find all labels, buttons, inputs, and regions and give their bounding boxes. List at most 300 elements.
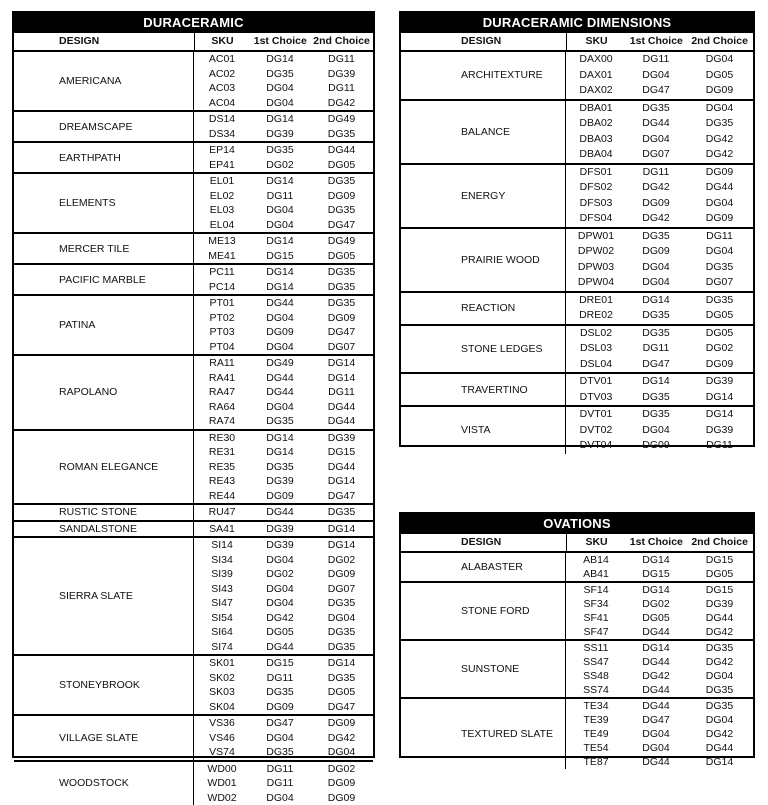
sku-cell: SI43 [193, 582, 250, 597]
design-group [401, 583, 753, 641]
second-choice-cell: DG04 [686, 101, 753, 117]
header-row [14, 33, 373, 52]
table-row [565, 180, 753, 196]
second-choice-cell: DG05 [310, 685, 373, 700]
header-design: DESIGN [401, 534, 566, 551]
second-choice-cell: DG05 [686, 68, 753, 84]
table-row [565, 567, 753, 581]
design-group [14, 174, 373, 234]
table-row [193, 656, 373, 671]
first-choice-cell: DG04 [250, 96, 310, 111]
sku-cell: DPW04 [565, 275, 626, 291]
first-choice-cell: DG14 [250, 445, 310, 460]
header-design: DESIGN [401, 33, 566, 50]
table-row [565, 101, 753, 117]
first-choice-cell: DG11 [250, 776, 310, 791]
sku-cell: DRE02 [565, 308, 626, 324]
design-name: DREAMSCAPE [14, 112, 193, 141]
first-choice-cell: DG14 [250, 280, 310, 295]
second-choice-cell: DG42 [686, 147, 753, 163]
design-group [14, 538, 373, 656]
sku-cell: AC03 [193, 81, 250, 96]
second-choice-cell: DG14 [686, 755, 753, 769]
first-choice-cell: DG47 [626, 83, 686, 99]
first-choice-cell: DG15 [626, 567, 686, 581]
table-row [193, 716, 373, 731]
sku-cell: TE39 [565, 713, 626, 727]
table-row [193, 325, 373, 340]
header-design: DESIGN [14, 33, 194, 50]
table-row [565, 438, 753, 454]
sku-cell: SI34 [193, 553, 250, 568]
sku-cell: RA11 [193, 356, 250, 371]
sku-cell: DPW01 [565, 229, 626, 245]
design-group [14, 143, 373, 174]
table-row [565, 699, 753, 713]
sku-cell: TE34 [565, 699, 626, 713]
sku-cell: SK02 [193, 671, 250, 686]
first-choice-cell: DG04 [626, 68, 686, 84]
sku-cell: ME41 [193, 249, 250, 264]
table-row [193, 538, 373, 553]
first-choice-cell: DG04 [626, 260, 686, 276]
table-row [193, 776, 373, 791]
first-choice-cell: DG11 [250, 189, 310, 204]
design-name: SANDALSTONE [14, 522, 193, 537]
second-choice-cell: DG44 [310, 414, 373, 429]
second-choice-cell: DG05 [310, 158, 373, 173]
second-choice-cell: DG44 [686, 741, 753, 755]
table-row [193, 158, 373, 173]
ovations-table [399, 512, 755, 758]
first-choice-cell: DG42 [626, 180, 686, 196]
first-choice-cell: DG02 [250, 158, 310, 173]
sku-cell: DVT01 [565, 407, 626, 423]
sku-cell: SS47 [565, 655, 626, 669]
sku-cell: PT03 [193, 325, 250, 340]
design-name: ALABASTER [401, 553, 565, 581]
sku-cell: DPW02 [565, 244, 626, 260]
first-choice-cell: DG47 [250, 716, 310, 731]
design-group [401, 165, 753, 229]
sku-cell: TE54 [565, 741, 626, 755]
table-row [193, 700, 373, 715]
design-group [401, 641, 753, 699]
second-choice-cell: DG44 [310, 143, 373, 158]
table-row [565, 727, 753, 741]
table-row [193, 505, 373, 520]
sku-cell: SF34 [565, 597, 626, 611]
sku-cell: PT01 [193, 296, 250, 311]
table-row [565, 755, 753, 769]
table-row [193, 460, 373, 475]
second-choice-cell: DG35 [310, 174, 373, 189]
first-choice-cell: DG14 [250, 174, 310, 189]
first-choice-cell: DG14 [250, 52, 310, 67]
first-choice-cell: DG44 [250, 371, 310, 386]
sku-cell: EL02 [193, 189, 250, 204]
design-group [14, 505, 373, 522]
second-choice-cell: DG35 [310, 596, 373, 611]
sku-cell: RE35 [193, 460, 250, 475]
second-choice-cell: DG42 [686, 625, 753, 639]
first-choice-cell: DG14 [250, 234, 310, 249]
table-row [565, 83, 753, 99]
table-row [565, 683, 753, 697]
design-name: ENERGY [401, 165, 565, 227]
table-row [193, 431, 373, 446]
table-row [193, 52, 373, 67]
first-choice-cell: DG09 [250, 700, 310, 715]
header-first-choice: 1st Choice [626, 534, 686, 551]
second-choice-cell: DG35 [310, 505, 373, 520]
first-choice-cell: DG04 [250, 582, 310, 597]
second-choice-cell: DG04 [686, 52, 753, 68]
sku-cell: SK03 [193, 685, 250, 700]
design-name: SUNSTONE [401, 641, 565, 697]
table-row [565, 341, 753, 357]
design-name: ELEMENTS [14, 174, 193, 232]
second-choice-cell: DG35 [686, 260, 753, 276]
sku-cell: PC11 [193, 265, 250, 280]
first-choice-cell: DG44 [626, 116, 686, 132]
second-choice-cell: DG42 [310, 731, 373, 746]
sku-cell: RA41 [193, 371, 250, 386]
table-row [193, 671, 373, 686]
second-choice-cell: DG39 [310, 431, 373, 446]
sku-cell: SF41 [565, 611, 626, 625]
table-row [193, 474, 373, 489]
first-choice-cell: DG14 [626, 583, 686, 597]
design-group [401, 374, 753, 407]
header-second-choice: 2nd Choice [310, 33, 373, 50]
first-choice-cell: DG04 [626, 741, 686, 755]
second-choice-cell: DG35 [310, 280, 373, 295]
second-choice-cell: DG42 [686, 132, 753, 148]
sku-cell: DPW03 [565, 260, 626, 276]
first-choice-cell: DG04 [626, 423, 686, 439]
second-choice-cell: DG35 [310, 127, 373, 142]
table-row [193, 685, 373, 700]
first-choice-cell: DG15 [250, 656, 310, 671]
first-choice-cell: DG04 [250, 596, 310, 611]
sku-cell: DTV01 [565, 374, 626, 390]
table-row [193, 522, 373, 537]
sku-cell: AB14 [565, 553, 626, 567]
table-row [565, 583, 753, 597]
table-row [565, 211, 753, 227]
duraceramic-dimensions-table [399, 11, 755, 447]
first-choice-cell: DG04 [626, 275, 686, 291]
sku-cell: RE43 [193, 474, 250, 489]
table-row [193, 762, 373, 777]
table-row [193, 731, 373, 746]
first-choice-cell: DG04 [250, 81, 310, 96]
table-row [565, 147, 753, 163]
second-choice-cell: DG05 [310, 249, 373, 264]
design-name: PACIFIC MARBLE [14, 265, 193, 294]
first-choice-cell: DG09 [626, 438, 686, 454]
second-choice-cell: DG47 [310, 489, 373, 504]
table-row [193, 234, 373, 249]
second-choice-cell: DG35 [310, 671, 373, 686]
first-choice-cell: DG39 [250, 474, 310, 489]
sku-cell: DFS02 [565, 180, 626, 196]
design-name: PRAIRIE WOOD [401, 229, 565, 291]
second-choice-cell: DG44 [310, 460, 373, 475]
table-row [565, 196, 753, 212]
sku-cell: DTV03 [565, 390, 626, 406]
sku-cell: DSL03 [565, 341, 626, 357]
table-row [565, 308, 753, 324]
sku-cell: AC02 [193, 67, 250, 82]
design-group [401, 699, 753, 769]
table-row [565, 68, 753, 84]
table-row [565, 407, 753, 423]
first-choice-cell: DG35 [626, 101, 686, 117]
table-row [565, 244, 753, 260]
table-row [565, 275, 753, 291]
second-choice-cell: DG14 [686, 407, 753, 423]
table-row [565, 293, 753, 309]
second-choice-cell: DG09 [686, 211, 753, 227]
table-row [193, 340, 373, 355]
sku-cell: TE87 [565, 755, 626, 769]
design-name: TRAVERTINO [401, 374, 565, 405]
table-row [193, 218, 373, 233]
table-row [193, 414, 373, 429]
table-row [565, 229, 753, 245]
first-choice-cell: DG44 [626, 699, 686, 713]
header-second-choice: 2nd Choice [686, 33, 753, 50]
sku-cell: SI64 [193, 625, 250, 640]
sku-cell: VS46 [193, 731, 250, 746]
table-body [14, 52, 373, 805]
first-choice-cell: DG35 [250, 414, 310, 429]
first-choice-cell: DG14 [250, 265, 310, 280]
design-group [14, 431, 373, 506]
sku-cell: DBA03 [565, 132, 626, 148]
sku-cell: SI14 [193, 538, 250, 553]
table-row [565, 713, 753, 727]
design-name: RUSTIC STONE [14, 505, 193, 520]
first-choice-cell: DG11 [250, 671, 310, 686]
second-choice-cell: DG39 [310, 67, 373, 82]
first-choice-cell: DG35 [250, 460, 310, 475]
first-choice-cell: DG04 [250, 203, 310, 218]
first-choice-cell: DG04 [250, 340, 310, 355]
sku-cell: RA47 [193, 385, 250, 400]
sku-cell: DSL04 [565, 357, 626, 373]
second-choice-cell: DG09 [310, 716, 373, 731]
first-choice-cell: DG47 [626, 713, 686, 727]
second-choice-cell: DG09 [310, 189, 373, 204]
sku-cell: RE31 [193, 445, 250, 460]
second-choice-cell: DG35 [686, 641, 753, 655]
first-choice-cell: DG05 [250, 625, 310, 640]
design-group [401, 229, 753, 293]
sku-cell: RE30 [193, 431, 250, 446]
second-choice-cell: DG09 [310, 311, 373, 326]
sku-cell: DVT04 [565, 438, 626, 454]
first-choice-cell: DG44 [626, 655, 686, 669]
second-choice-cell: DG44 [686, 611, 753, 625]
second-choice-cell: DG11 [310, 81, 373, 96]
header-row [401, 33, 753, 52]
second-choice-cell: DG04 [686, 196, 753, 212]
table-row [193, 385, 373, 400]
table-body [401, 52, 753, 454]
design-name: STONEYBROOK [14, 656, 193, 714]
second-choice-cell: DG02 [686, 341, 753, 357]
first-choice-cell: DG35 [626, 326, 686, 342]
second-choice-cell: DG47 [310, 218, 373, 233]
sku-cell: VS74 [193, 745, 250, 760]
table-row [193, 203, 373, 218]
sku-cell: SK01 [193, 656, 250, 671]
design-group [401, 553, 753, 583]
table-row [565, 553, 753, 567]
sku-cell: PC14 [193, 280, 250, 295]
table-row [193, 640, 373, 655]
sku-cell: SI39 [193, 567, 250, 582]
first-choice-cell: DG44 [250, 505, 310, 520]
sku-cell: SS74 [565, 683, 626, 697]
second-choice-cell: DG35 [686, 699, 753, 713]
second-choice-cell: DG09 [686, 165, 753, 181]
sku-cell: SS48 [565, 669, 626, 683]
table-row [565, 357, 753, 373]
first-choice-cell: DG35 [626, 229, 686, 245]
first-choice-cell: DG11 [626, 341, 686, 357]
first-choice-cell: DG09 [250, 325, 310, 340]
first-choice-cell: DG35 [250, 685, 310, 700]
second-choice-cell: DG39 [686, 423, 753, 439]
design-group [14, 296, 373, 356]
table-row [193, 249, 373, 264]
second-choice-cell: DG04 [310, 611, 373, 626]
second-choice-cell: DG15 [686, 553, 753, 567]
design-group [14, 265, 373, 296]
sku-cell: EL04 [193, 218, 250, 233]
sku-cell: RA74 [193, 414, 250, 429]
table-title: DURACERAMIC DIMENSIONS [401, 13, 753, 33]
sku-cell: VS36 [193, 716, 250, 731]
first-choice-cell: DG09 [626, 244, 686, 260]
table-row [193, 311, 373, 326]
second-choice-cell: DG47 [310, 325, 373, 340]
first-choice-cell: DG44 [250, 640, 310, 655]
second-choice-cell: DG15 [686, 583, 753, 597]
table-title: DURACERAMIC [14, 13, 373, 33]
second-choice-cell: DG04 [686, 244, 753, 260]
sku-cell: SI74 [193, 640, 250, 655]
first-choice-cell: DG11 [250, 762, 310, 777]
table-row [193, 745, 373, 760]
first-choice-cell: DG35 [626, 407, 686, 423]
sku-cell: WD01 [193, 776, 250, 791]
second-choice-cell: DG07 [310, 340, 373, 355]
table-row [565, 597, 753, 611]
design-name: BALANCE [401, 101, 565, 163]
design-group [401, 52, 753, 101]
sku-cell: AB41 [565, 567, 626, 581]
table-row [565, 423, 753, 439]
second-choice-cell: DG42 [686, 655, 753, 669]
sku-cell: DAX01 [565, 68, 626, 84]
sku-cell: SA41 [193, 522, 250, 537]
design-name: RAPOLANO [14, 356, 193, 429]
second-choice-cell: DG04 [310, 745, 373, 760]
sku-cell: EL01 [193, 174, 250, 189]
design-group [401, 326, 753, 375]
design-name: VILLAGE SLATE [14, 716, 193, 760]
first-choice-cell: DG02 [626, 597, 686, 611]
table-row [193, 596, 373, 611]
first-choice-cell: DG42 [626, 669, 686, 683]
table-row [565, 374, 753, 390]
second-choice-cell: DG44 [686, 180, 753, 196]
second-choice-cell: DG11 [310, 385, 373, 400]
first-choice-cell: DG44 [626, 755, 686, 769]
second-choice-cell: DG11 [686, 438, 753, 454]
first-choice-cell: DG39 [250, 522, 310, 537]
table-row [193, 400, 373, 415]
first-choice-cell: DG35 [250, 143, 310, 158]
first-choice-cell: DG35 [250, 67, 310, 82]
sku-cell: PT04 [193, 340, 250, 355]
table-row [193, 356, 373, 371]
design-name: VISTA [401, 407, 565, 454]
table-row [193, 296, 373, 311]
first-choice-cell: DG35 [250, 745, 310, 760]
table-row [565, 641, 753, 655]
first-choice-cell: DG44 [250, 385, 310, 400]
second-choice-cell: DG44 [310, 400, 373, 415]
design-name: PATINA [14, 296, 193, 354]
design-group [14, 356, 373, 431]
second-choice-cell: DG35 [686, 293, 753, 309]
table-row [193, 81, 373, 96]
table-row [193, 567, 373, 582]
second-choice-cell: DG15 [310, 445, 373, 460]
sku-cell: PT02 [193, 311, 250, 326]
table-row [193, 189, 373, 204]
second-choice-cell: DG42 [686, 727, 753, 741]
sku-cell: DS34 [193, 127, 250, 142]
first-choice-cell: DG09 [626, 196, 686, 212]
design-name: MERCER TILE [14, 234, 193, 263]
header-first-choice: 1st Choice [626, 33, 686, 50]
table-row [565, 611, 753, 625]
design-group [14, 656, 373, 716]
second-choice-cell: DG49 [310, 112, 373, 127]
table-row [193, 174, 373, 189]
sku-cell: DS14 [193, 112, 250, 127]
second-choice-cell: DG09 [310, 791, 373, 805]
second-choice-cell: DG14 [310, 356, 373, 371]
second-choice-cell: DG35 [310, 203, 373, 218]
sku-cell: ME13 [193, 234, 250, 249]
sku-cell: DAX02 [565, 83, 626, 99]
second-choice-cell: DG35 [310, 296, 373, 311]
design-name: REACTION [401, 293, 565, 324]
design-name: EARTHPATH [14, 143, 193, 172]
second-choice-cell: DG11 [686, 229, 753, 245]
table-row [193, 371, 373, 386]
first-choice-cell: DG44 [626, 683, 686, 697]
sku-cell: RU47 [193, 505, 250, 520]
